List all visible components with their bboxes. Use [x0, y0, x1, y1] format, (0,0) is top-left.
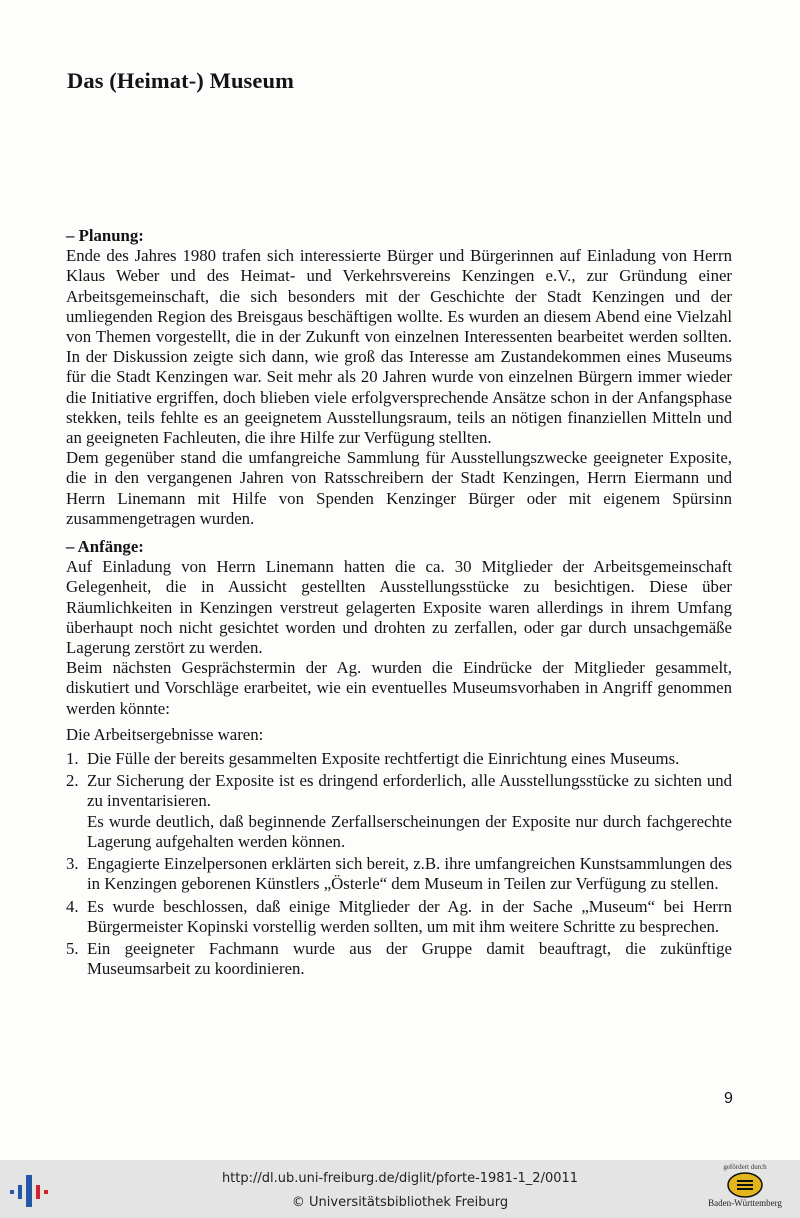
- paragraph: Dem gegenüber stand die umfangreiche Sammlung für Ausstellungszwecke geeigneter Exposite, die in den vergangenen Jahren von Ratsschreibern der Stadt Kenzingen, Herrn Eiermann und Herrn Linemann mit Hilfe von Spenden Kenzinger Bürger oder mit eigenem Spürsinn zusammengetragen wurden.: [66, 448, 732, 528]
- list-item-text: Engagierte Einzelpersonen erklärten sich bereit, z.B. ihre umfangreichen Kunstsammlungen des in Kenzingen geborenen Künstlers „Österle“ dem Museum in Teilen zur Verfügung zu stellen.: [87, 854, 732, 894]
- list-item-number: 3.: [66, 854, 79, 874]
- list-item-extra: Es wurde deutlich, daß beginnende Zerfallserscheinungen der Exposite nur durch fachgerechte Lagerung aufgehalten werden können.: [87, 811, 732, 851]
- page-title: Das (Heimat-) Museum: [67, 68, 294, 93]
- paragraph: Auf Einladung von Herrn Linemann hatten die ca. 30 Mitglieder der Arbeitsgemeinschaft Gelegenheit, die in Aussicht gestellten Ausstellungsstücke zu besichtigen. Diese über Räumlichkeiten in Kenzingen verstreut gelagerten Exposite waren allerdings in ihrem Umfang überhaupt noch nicht gesichtet worden und drohten zu zerfallen, oder gar durch unsachgemäße Lagerung zerstört zu werden.: [66, 557, 732, 658]
- page-number: 9: [724, 1090, 733, 1107]
- list-item-number: 4.: [66, 896, 79, 916]
- results-list: [66, 749, 732, 979]
- list-item: [66, 939, 732, 979]
- results-intro: Die Arbeitsergebnisse waren:: [66, 724, 264, 744]
- list-item: [66, 749, 732, 769]
- list-item-number: 1.: [66, 749, 79, 769]
- sponsor-name: Baden-Württemberg: [708, 1198, 782, 1208]
- section-heading-anfaenge: – Anfänge:: [66, 537, 144, 557]
- list-item: [66, 897, 732, 937]
- list-item-number: 5.: [66, 938, 79, 958]
- list-item-text: Zur Sicherung der Exposite ist es dringend erforderlich, alle Ausstellungsstücke zu sichten und zu inventarisieren.: [87, 771, 732, 811]
- list-item: [66, 771, 732, 852]
- list-item-text: Die Fülle der bereits gesammelten Exposite rechtfertigt die Einrichtung eines Museums.: [87, 749, 680, 769]
- sponsor-caption: gefördert durch: [723, 1163, 767, 1171]
- list-item: [66, 854, 732, 894]
- logo-block: [10, 1190, 14, 1194]
- list-item-number: 2.: [66, 771, 79, 791]
- paragraph: Ende des Jahres 1980 trafen sich interessierte Bürger und Bürgerinnen auf Einladung von Herrn Klaus Weber und des Heimat- und Verkehrsvereins Kenzingen e.V., zur Gründung einer Arbeitsgemeinschaft, die sich besonders mit der Geschichte der Stadt Kenzingen und der umliegenden Region des Breisgaus beschäftigen wollte. Es wurden an diesem Abend eine Vielzahl von Themen vorgestellt, die in der Zukunft von einzelnen Interessenten bearbeitet werden sollten. In der Diskussion zeigte sich dann, wie groß das Interesse am Zustandekommen eines Museums für die Stadt Kenzingen war. Seit mehr als 20 Jahren wurde von einzelnen Bürgern immer wieder die Initiative ergriffen, doch blieben viele erfolgversprechende Ansätze schon in der Anfangsphase stekken, teils fehlte es an geeignetem Ausstellungsraum, teils an nötigen finanziellen Mitteln und an geeigneten Fachleuten, die ihre Hilfe zur Verfügung stellten.: [66, 246, 732, 448]
- viewer-footer: [0, 1160, 800, 1218]
- logo-block: [44, 1190, 48, 1194]
- permalink-url[interactable]: http://dl.ub.uni-freiburg.de/diglit/pforte-1981-1_2/0011: [221, 1171, 579, 1186]
- copyright-notice: © Universitätsbibliothek Freiburg: [291, 1195, 509, 1210]
- section-heading-planung: – Planung:: [66, 226, 144, 245]
- state-crest-icon: [726, 1172, 764, 1198]
- article-body: [66, 226, 732, 981]
- paragraph: Beim nächsten Gesprächstermin der Ag. wurden die Eindrücke der Mitglieder gesammelt, diskutiert und Vorschläge erarbeitet, wie ein eventuelles Museumsvorhaben in Angriff genommen werden könnte:: [66, 658, 732, 718]
- list-item-text: Ein geeigneter Fachmann wurde aus der Gruppe damit beauftragt, die zukünftige Museumsarbeit zu koordinieren.: [87, 938, 732, 979]
- sponsor-badge: [690, 1163, 800, 1218]
- list-item-text: Es wurde beschlossen, daß einige Mitglieder der Ag. in der Sache „Museum“ bei Herrn Bürgermeister Kopinski vorstellig werden sollten, um mit ihm weitere Schritte zu besprechen.: [87, 896, 732, 936]
